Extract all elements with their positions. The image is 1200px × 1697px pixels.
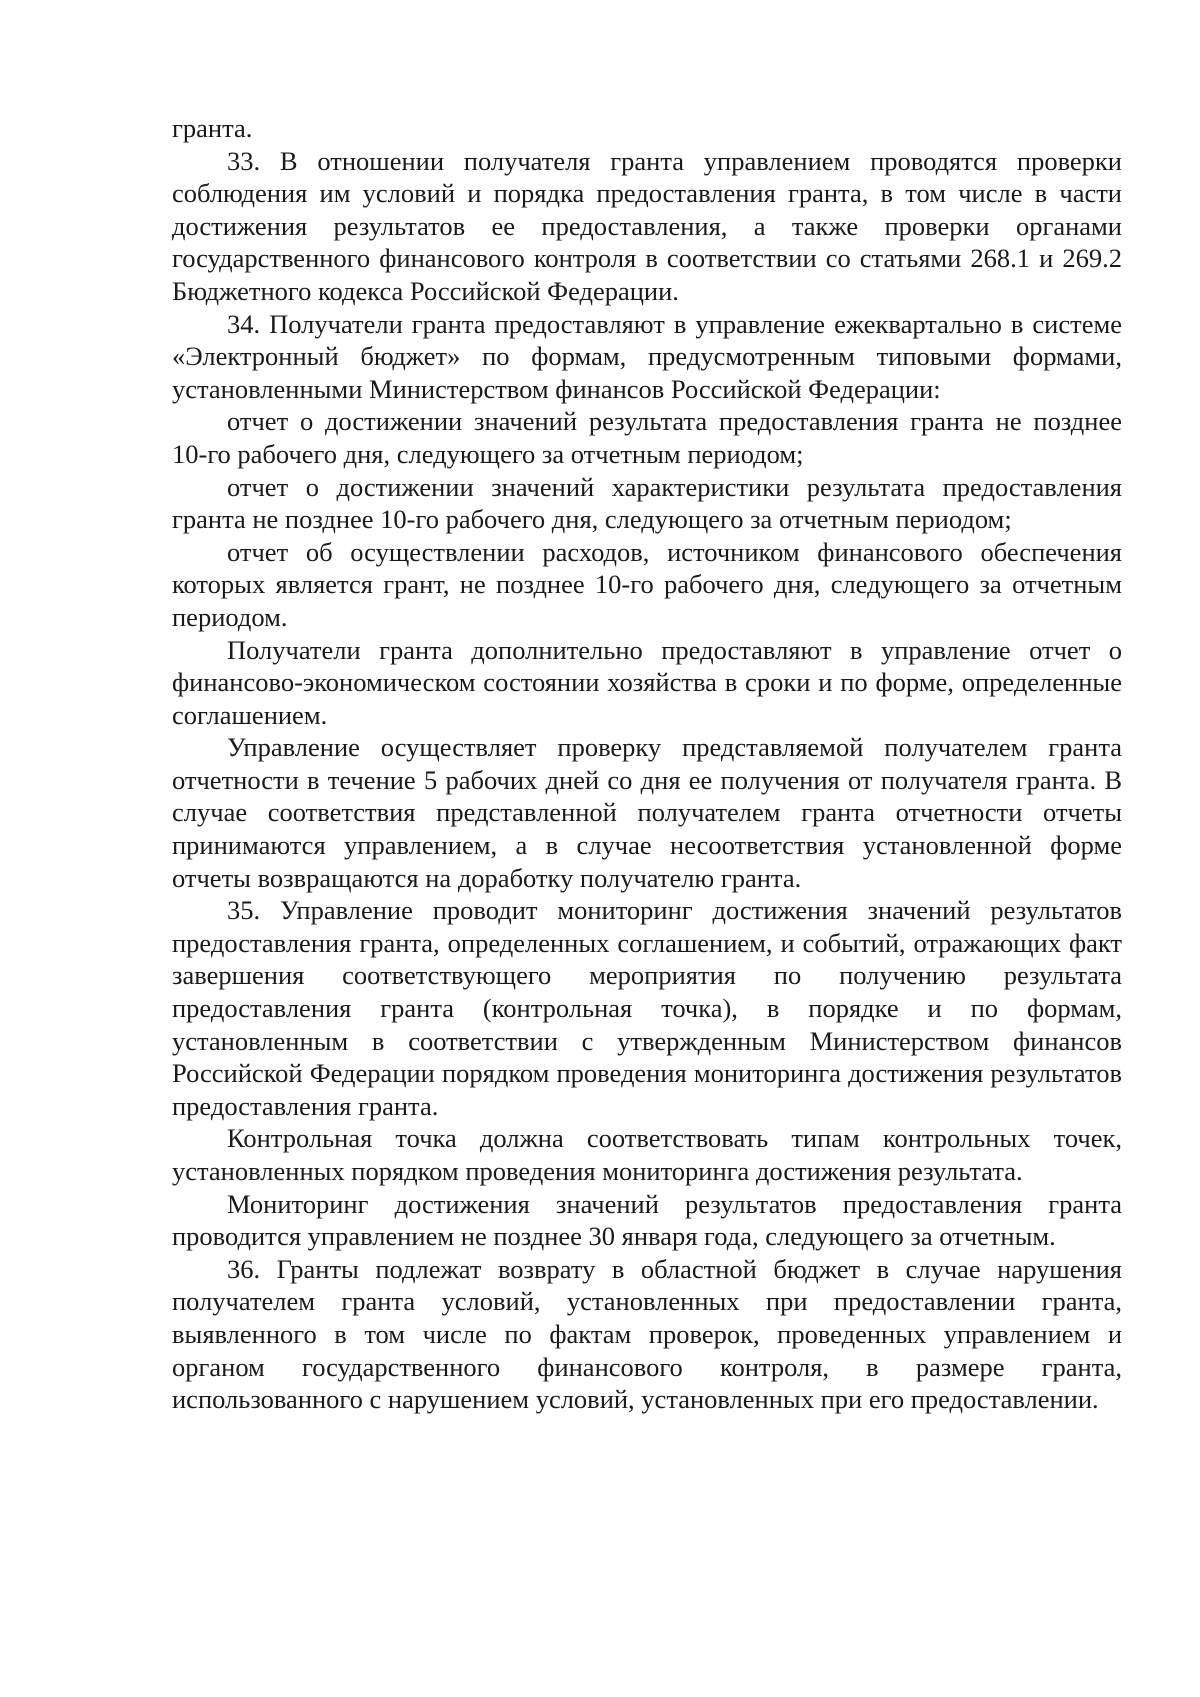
paragraph-additional-report: Получатели гранта дополнительно предоставляют в управление отчет о финансово-экономическом состоянии хозяйства в сроки и по форме, определенные соглашением. (172, 634, 1122, 730)
paragraph-control-point: Контрольная точка должна соответствовать типам контрольных точек, установленных порядком проведения мониторинга достижения результата. (172, 1123, 1122, 1186)
paragraph-item-34: 34. Получатели гранта предоставляют в управление ежеквартально в системе «Электронный бюджет» по формам, предусмотренным типовыми формами, установленными Министерством финансов Российской Федерации: (172, 308, 1122, 404)
paragraph-item-35: 35. Управление проводит мониторинг достижения значений результатов предоставления гранта, определенных соглашением, и событий, отражающих факт завершения соответствующего мероприятия по получению результата предоставления гранта (контрольная точка), в порядке и по формам, установленным в соответствии с утвержденным Министерством финансов Российской Федерации порядком проведения мониторинга достижения результатов предоставления гранта. (172, 895, 1122, 1121)
paragraph-report-characteristics: отчет о достижении значений характеристики результата предоставления гранта не позднее 10-го рабочего дня, следующего за отчетным периодом; (172, 471, 1122, 535)
document-body (172, 112, 1122, 1416)
paragraph-continuation: гранта. (172, 113, 253, 143)
paragraph-report-results: отчет о достижении значений результата предоставления гранта не позднее 10-го рабочего дня, следующего за отчетным периодом; (172, 406, 1122, 469)
paragraph-monitoring-deadline: Мониторинг достижения значений результатов предоставления гранта проводится управлением не позднее 30 января года, следующего за отчетным. (172, 1188, 1122, 1252)
paragraph-item-36: 36. Гранты подлежат возврату в областной бюджет в случае нарушения получателем гранта условий, установленных при предоставлении гранта, выявленного в том числе по фактам проверок, проведенных управлением и органом государственного финансового контроля, в размере гранта, использованного с нарушением условий, установленных при его предоставлении. (172, 1253, 1122, 1415)
paragraph-report-expenses: отчет об осуществлении расходов, источником финансового обеспечения которых является грант, не позднее 10-го рабочего дня, следующего за отчетным периодом. (172, 536, 1122, 632)
paragraph-report-verification: Управление осуществляет проверку представляемой получателем гранта отчетности в течение 5 рабочих дней со дня ее получения от получателя гранта. В случае соответствия представленной получателем гранта отчетности отчеты принимаются управлением, а в случае несоответствия установленной форме отчеты возвращаются на доработку получателю гранта. (172, 732, 1122, 893)
paragraph-item-33: 33. В отношении получателя гранта управлением проводятся проверки соблюдения им условий и порядка предоставления гранта, в том числе в части достижения результатов ее предоставления, а также проверки органами государственного финансового контроля в соответствии со статьями 268.1 и 269.2 Бюджетного кодекса Российской Федерации. (172, 145, 1122, 306)
